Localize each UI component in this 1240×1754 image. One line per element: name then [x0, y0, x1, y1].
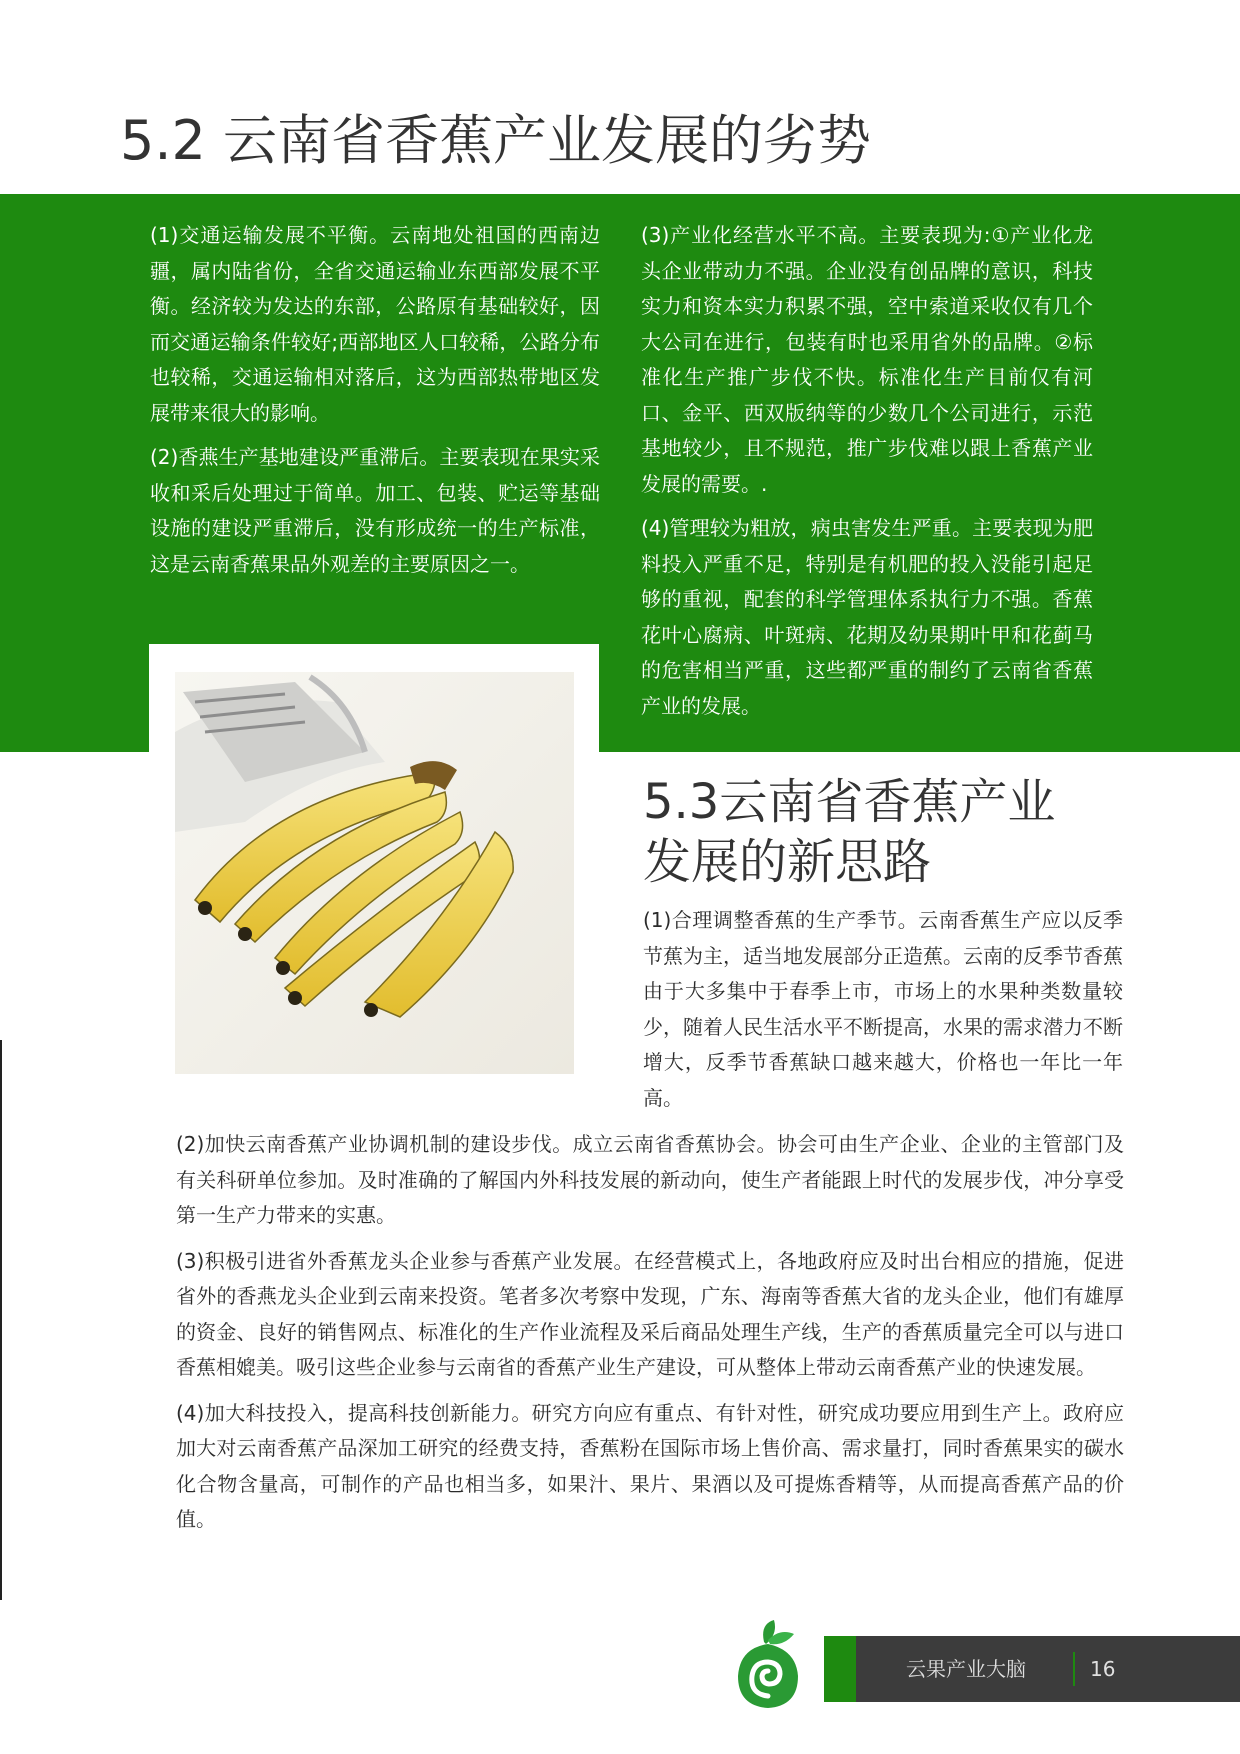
footer-bar: [824, 1636, 1240, 1702]
paragraph-season: (1)合理调整香蕉的生产季节。云南香蕉生产应以反季节蕉为主，适当地发展部分正造蕉。云南的反季节香蕉由于大多集中于春季上市，市场上的水果种类数量较少，随着人民生活水平不断提高，水果的需求潜力不断增大，反季节香蕉缺口越来越大，价格也一年比一年高。: [643, 908, 1123, 1110]
paragraph-enterprises: (3)积极引进省外香蕉龙头企业参与香蕉产业发展。在经营模式上，各地政府应及时出台相应的措施，促进省外的香燕龙头企业到云南来投资。笔者多次考察中发现，广东、海南等香蕉大省的龙头企业，他们有雄厚的资金、良好的销售网点、标准化的生产作业流程及采后商品处理生产线，生产的香蕉质量完全可以与进口香蕉相媲美。吸引这些企业参与云南省的香蕉产业生产建设，可从整体上带动云南香蕉产业的快速发展。: [176, 1248, 1124, 1379]
section-5-2-left-column: [150, 218, 600, 591]
paragraph-coordination: (2)加快云南香蕉产业协调机制的建设步伐。成立云南省香蕉协会。协会可由生产企业、企业的主管部门及有关科研单位参加。及时准确的了解国内外科技发展的新动向，使生产者能跟上时代的发展步伐，冲分享受第一生产力带来的实惠。: [176, 1132, 1124, 1227]
paragraph-production-base: (2)香燕生产基地建设严重滞后。主要表现在果实采收和采后处理过于简单。加工、包装、贮运等基础设施的建设严重滞后，没有形成统一的生产标准，这是云南香蕉果品外观差的主要原因之一。: [150, 445, 600, 576]
footer-separator: [1073, 1652, 1075, 1686]
section-5-3-title: [643, 772, 1055, 892]
section-5-2-right-column: [641, 218, 1093, 733]
brand-logo-icon: [734, 1618, 802, 1710]
section-5-3-title-line2: 发展的新思路: [643, 834, 932, 890]
banana-photo: [175, 672, 574, 1074]
footer-brand: 云果产业大脑: [906, 1657, 1026, 1681]
paragraph-technology: (4)加大科技投入，提高科技创新能力。研究方向应有重点、有针对性，研究成功要应用到生产上。政府应加大对云南香蕉产品深加工研究的经费支持，香蕉粉在国际市场上售价高、需求量打，同时香蕉果实的碳水化合物含量高，可制作的产品也相当多，如果汁、果片、果酒以及可提炼香精等，从而提高香蕉产品的价值。: [176, 1400, 1124, 1531]
footer-accent: [824, 1636, 856, 1702]
section-5-3-title-line1: 5.3云南省香蕉产业: [643, 774, 1056, 830]
paragraph-industrialization: (3)产业化经营水平不高。主要表现为:①产业化龙头企业带动力不强。企业没有创品牌的意识，科技实力和资本实力积累不强，空中索道采收仅有几个大公司在进行，包装有时也采用省外的品牌。②标准化生产推广步伐不快。标准化生产目前仅有河口、金平、西双版纳等的少数几个公司进行，示范基地较少，且不规范，推广步伐难以跟上香蕉产业发展的需要。.: [641, 223, 1093, 496]
paragraph-transport: (1)交通运输发展不平衡。云南地处祖国的西南边疆，属内陆省份，全省交通运输业东西部发展不平衡。经济较为发达的东部，公路原有基础较好，因而交通运输条件较好;西部地区人口较稀，公路分布也较稀，交通运输相对落后，这为西部热带地区发展带来很大的影响。: [150, 223, 600, 425]
page-number: 16: [1090, 1657, 1116, 1681]
section-5-3-body: [176, 1127, 1124, 1548]
margin-rule: [0, 1040, 2, 1600]
section-5-2-title: 5.2 云南省香蕉产业发展的劣势: [120, 109, 872, 172]
paragraph-management: (4)管理较为粗放，病虫害发生严重。主要表现为肥料投入严重不足，特别是有机肥的投入没能引起足够的重视，配套的科学管理体系执行力不强。香蕉花叶心腐病、叶斑病、花期及幼果期叶甲和花蓟马的危害相当严重，这些都严重的制约了云南省香蕉产业的发展。: [641, 516, 1093, 718]
